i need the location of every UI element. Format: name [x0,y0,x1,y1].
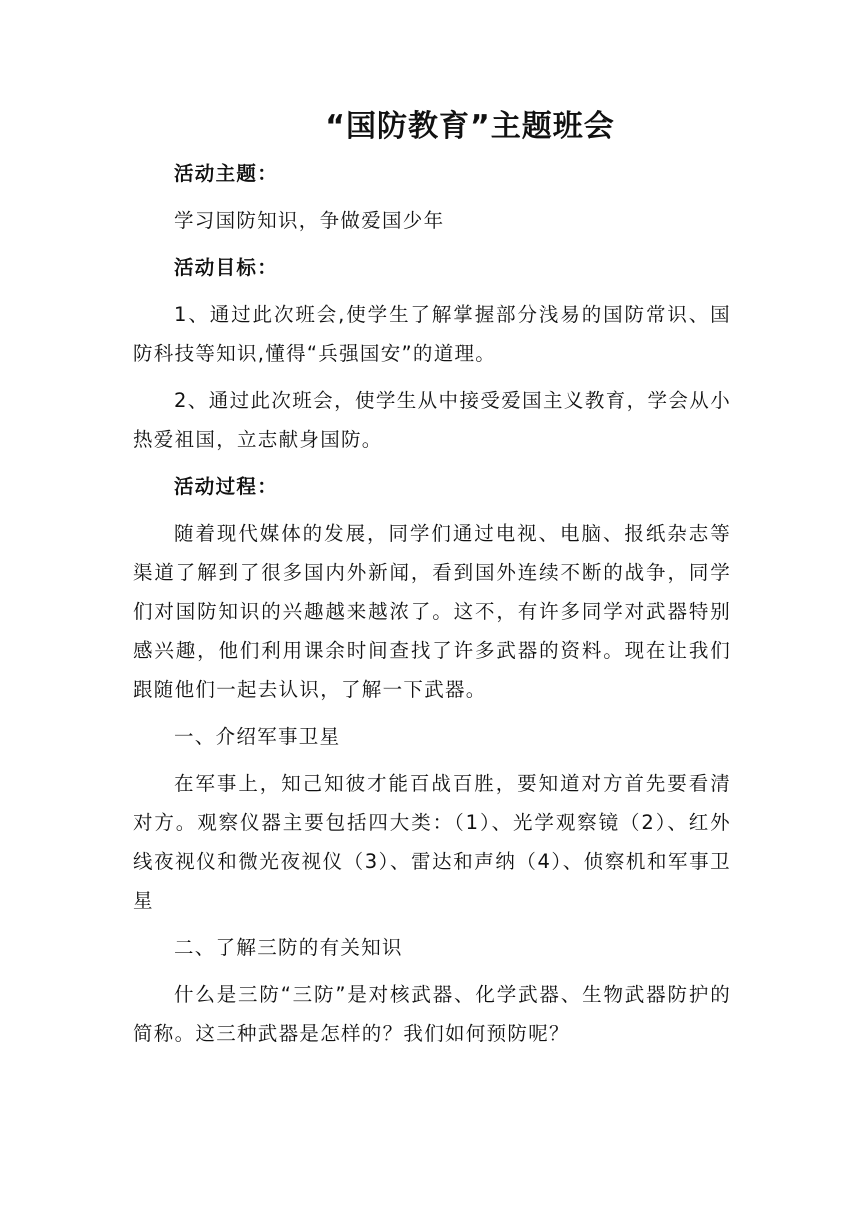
goal-paragraph-1: 1、通过此次班会,使学生了解掌握部分浅易的国防常识、国防科技等知识,懂得“兵强国安”的道理。 [133,303,731,365]
goal-paragraph-2: 2、通过此次班会，使学生从中接受爱国主义教育，学会从小热爱祖国，立志献身国防。 [133,389,731,451]
three-defenses-paragraph: 什么是三防“三防”是对核武器、化学武器、生物武器防护的简称。这三种武器是怎样的？我们如何预防呢？ [133,983,731,1045]
section-heading-process: 活动过程： [174,475,279,498]
document-body [133,154,731,1061]
subheading-three-defenses: 二、了解三防的有关知识 [174,936,403,959]
section-heading-theme: 活动主题： [174,162,279,185]
subheading-satellite: 一、介绍军事卫星 [174,725,341,748]
document-title: “国防教育”主题班会 [325,109,615,144]
satellite-paragraph: 在军事上，知己知彼才能百战百胜，要知道对方首先要看清对方。观察仪器主要包括四大类：（1）、光学观察镜（2）、红外线夜视仪和微光夜视仪（3）、雷达和声纳（4）、侦察机和军事卫星 [133,772,731,912]
section-heading-goals: 活动目标： [174,256,279,279]
theme-text: 学习国防知识，争做爱国少年 [174,209,445,232]
process-intro-paragraph: 随着现代媒体的发展，同学们通过电视、电脑、报纸杂志等渠道了解到了很多国内外新闻，看到国外连续不断的战争，同学们对国防知识的兴趣越来越浓了。这不，有许多同学对武器特别感兴趣，他们利用课余时间查找了许多武器的资料。现在让我们跟随他们一起去认识，了解一下武器。 [133,522,731,701]
